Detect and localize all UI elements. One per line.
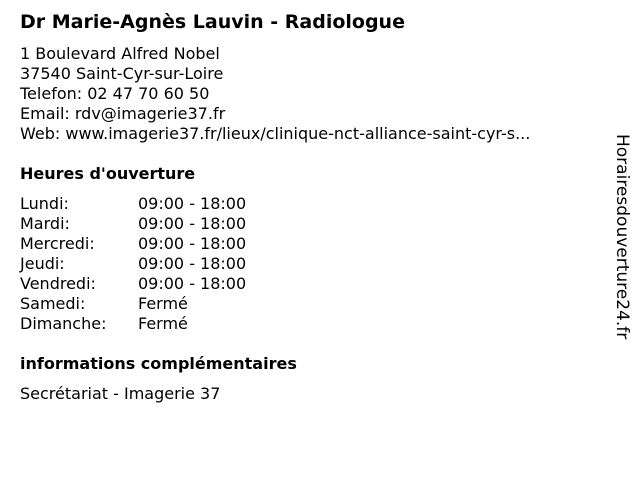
day-label: Vendredi: bbox=[20, 274, 96, 293]
day-label: Jeudi: bbox=[20, 254, 65, 273]
day-label: Mercredi: bbox=[20, 234, 95, 253]
brand-watermark-text: Horairesdouverture24.fr bbox=[612, 134, 632, 340]
day-label: Lundi: bbox=[20, 194, 69, 213]
time-range: Fermé bbox=[138, 294, 188, 313]
street-address: 1 Boulevard Alfred Nobel bbox=[20, 44, 220, 63]
time-range: 09:00 - 18:00 bbox=[138, 274, 247, 293]
page-title: Dr Marie-Agnès Lauvin - Radiologue bbox=[20, 11, 405, 33]
brand-watermark bbox=[612, 134, 632, 374]
time-range: Fermé bbox=[138, 314, 188, 333]
email-address: Email: rdv@imagerie37.fr bbox=[20, 104, 226, 123]
contact-block bbox=[20, 44, 530, 144]
time-range: 09:00 - 18:00 bbox=[138, 194, 247, 213]
additional-info-text: Secrétariat - Imagerie 37 bbox=[20, 384, 221, 403]
website-link: Web: www.imagerie37.fr/lieux/clinique-nct-alliance-saint-cyr-s... bbox=[20, 124, 531, 143]
time-range: 09:00 - 18:00 bbox=[138, 214, 247, 233]
additional-info-heading: informations complémentaires bbox=[20, 354, 297, 373]
day-label: Samedi: bbox=[20, 294, 86, 313]
day-label: Dimanche: bbox=[20, 314, 107, 333]
opening-hours-heading: Heures d'ouverture bbox=[20, 164, 196, 183]
time-range: 09:00 - 18:00 bbox=[138, 234, 247, 253]
city-address: 37540 Saint-Cyr-sur-Loire bbox=[20, 64, 224, 83]
day-label: Mardi: bbox=[20, 214, 70, 233]
phone-number: Telefon: 02 47 70 60 50 bbox=[20, 84, 210, 103]
time-range: 09:00 - 18:00 bbox=[138, 254, 247, 273]
